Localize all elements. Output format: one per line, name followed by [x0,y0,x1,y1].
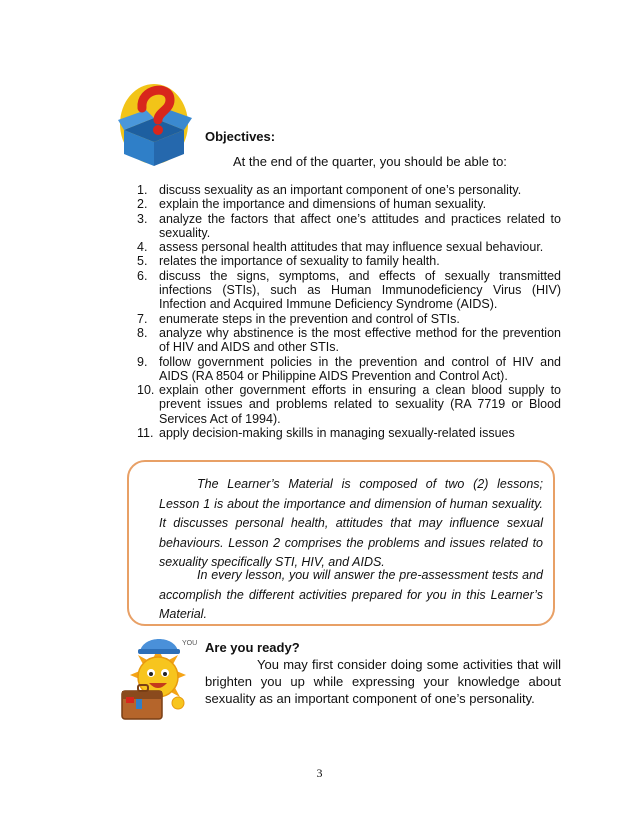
ready-text: You may first consider doing some activities that will brighten you up while expressing your knowledge about sexuality as an important component of one’s personality. [205,657,561,706]
objective-item: 9. follow government policies in the prevention and control of HIV and AIDS (RA 8504 or Philippine AIDS Prevention and Control Act). [137,354,561,383]
question-box-icon [118,78,196,168]
ready-title: Are you ready? [205,640,300,655]
objective-item: 4. assess personal health attitudes that may influence sexual behaviour. [137,240,544,255]
objectives-intro: At the end of the quarter, you should be able to: [233,154,507,169]
objective-item: 5. relates the importance of sexuality to family health. [137,254,440,269]
objectives-title: Objectives: [205,129,276,144]
objective-item: 1. discuss sexuality as an important component of one’s personality. [137,183,522,197]
objective-item: 3. analyze the factors that affect one’s attitudes and practices related to sexuality. [137,211,561,240]
objective-item: 7. enumerate steps in the prevention and control of STIs. [137,311,460,326]
page-number: 3 [316,766,323,780]
callout-paragraph-1: The Learner’s Material is composed of two (2) lessons; Lesson 1 is about the importance and dimension of human sexuality. It discusses personal health, attitudes that may influence sexual behaviours. Lesson 2 comprises the problems and issues related to sexuality specifically STI, HIV, and AIDS. [159,477,543,570]
you-badge: YOU [182,640,198,647]
objective-item: 6. discuss the signs, symptoms, and effects of sexually transmitted infections (STIs), such as Human Immunodeficiency Virus (HIV) Infection and Acquired Immune Deficiency Syndrome (AIDS). [137,268,561,312]
objective-item: 11. apply decision-making skills in managing sexually-related issues [137,426,515,441]
objective-item: 2. explain the importance and dimensions of human sexuality. [137,197,487,212]
objectives-list [137,183,561,440]
objective-item: 10. explain other government efforts in ensuring a clean blood supply to prevent issues and problems related to sexuality (RA 7719 or Blood Services Act of 1994). [137,383,561,426]
callout-paragraph-2: In every lesson, you will answer the pre-assessment tests and accomplish the different activities prepared for you in this Learner’s Material. [159,568,543,622]
objective-item: 8. analyze why abstinence is the most effective method for the prevention of HIV and AIDS and other STIs. [137,325,561,355]
lesson-overview-callout [127,460,555,626]
sun-mascot-icon [116,633,200,723]
